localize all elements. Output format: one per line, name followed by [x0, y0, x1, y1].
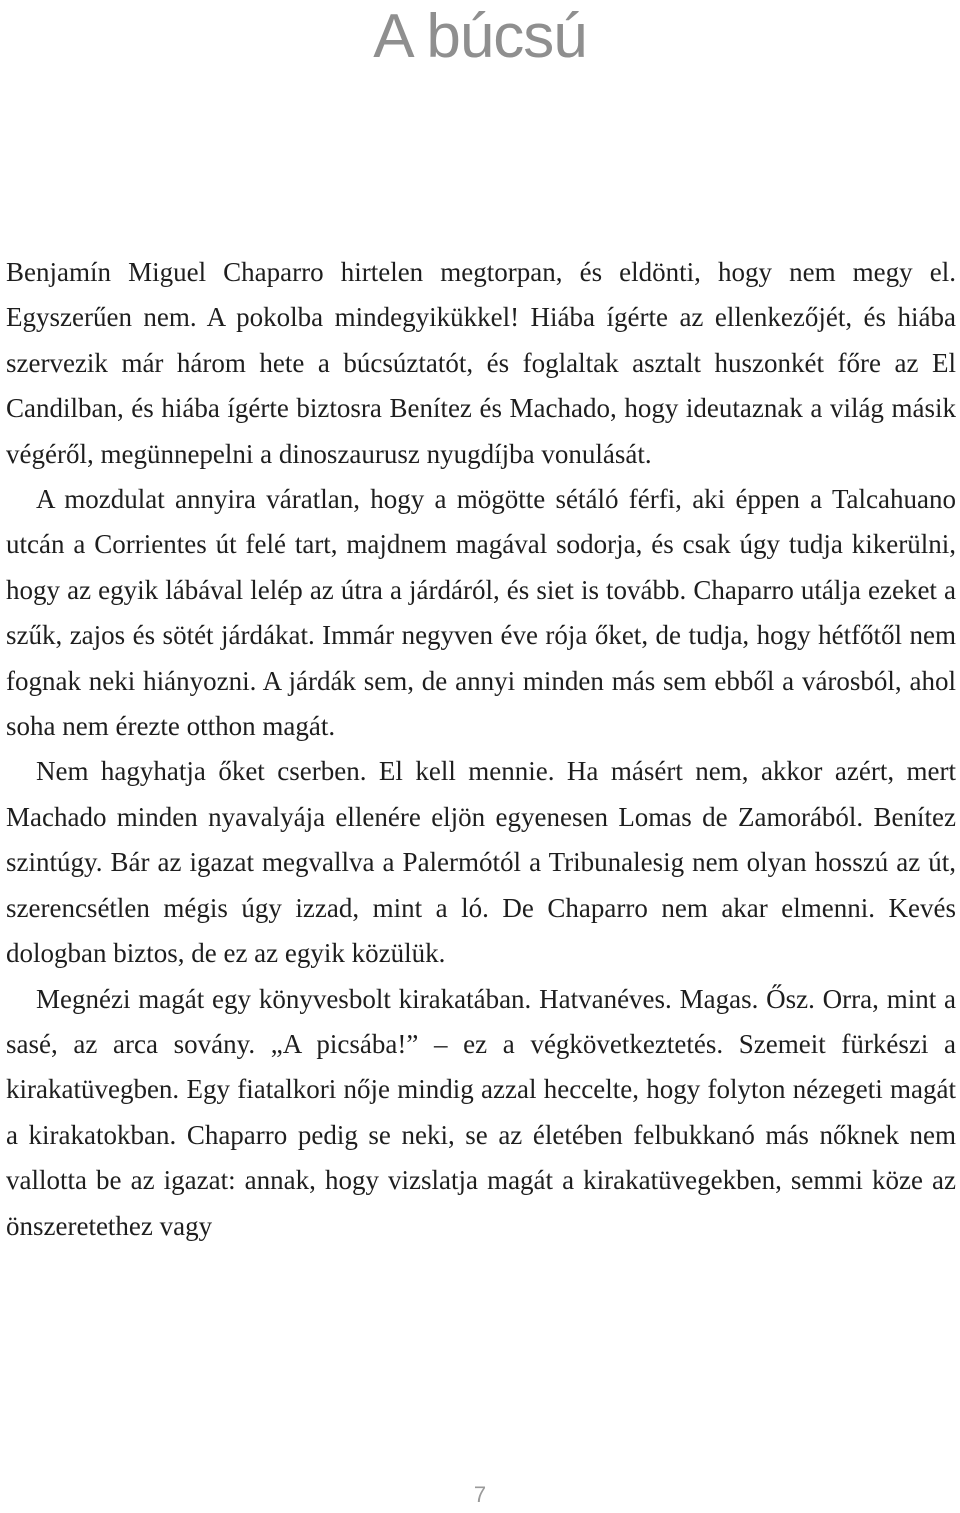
paragraph-1: Benjamín Miguel Chaparro hirtelen megtorpan, és eldönti, hogy nem megy el. Egyszerűen nem. A pokolba mindegyikükkel! Hiába ígérte az ellenkezőjét, és hiába szervezik már három hete a búcsúztatót, és foglaltak asztalt huszonkét főre az El Candilban, és hiába ígérte biztosra Benítez és Machado, hogy ideutaznak a világ másik végéről, megünnepelni a dinoszaurusz nyugdíjba vonulását.: [6, 257, 956, 469]
body-text: [6, 250, 956, 1249]
paragraph-4: Megnézi magát egy könyvesbolt kirakatában. Hatvanéves. Magas. Ősz. Orra, mint a sasé, az arca sovány. „A picsába!” – ez a végkövetkeztetés. Szemeit fürkészi a kirakatüvegben. Egy fiatalkori nője mindig azzal heccelte, hogy folyton nézegeti magát a kirakatokban. Chaparro pedig se neki, se az életében felbukkanó más nőknek nem vallotta be az igazat: annak, hogy vizslatja magát a kirakatüvegekben, semmi köze az önszeretethez vagy: [6, 983, 956, 1241]
page-number: 7: [473, 1482, 487, 1507]
paragraph-3: Nem hagyhatja őket cserben. El kell mennie. Ha másért nem, akkor azért, mert Machado minden nyavalyája ellenére eljön egyenesen Lomas de Zamorából. Benítez szintúgy. Bár az igazat megvallva a Palermótól a Tribunalesig nem olyan hosszú az út, szerencsétlen mégis úgy izzad, mint a ló. De Chaparro nem akar elmenni. Kevés dologban biztos, de ez az egyik közülük.: [6, 756, 956, 969]
paragraph-2: A mozdulat annyira váratlan, hogy a mögötte sétáló férfi, aki éppen a Talcahuano utcán a Corrientes út felé tart, majdnem magával sodorja, és csak úgy tudja kikerülni, hogy az egyik lábával lelép az útra a járdáról, és siet is tovább. Chaparro utálja ezeket a szűk, zajos és sötét járdákat. Immár negyven éve rója őket, de tudja, hogy hétfőtől nem fognak neki hiányozni. A járdák sem, de annyi minden más sem ebből a városból, ahol soha nem érezte otthon magát.: [6, 484, 956, 742]
chapter-title: A búcsú: [373, 2, 587, 71]
